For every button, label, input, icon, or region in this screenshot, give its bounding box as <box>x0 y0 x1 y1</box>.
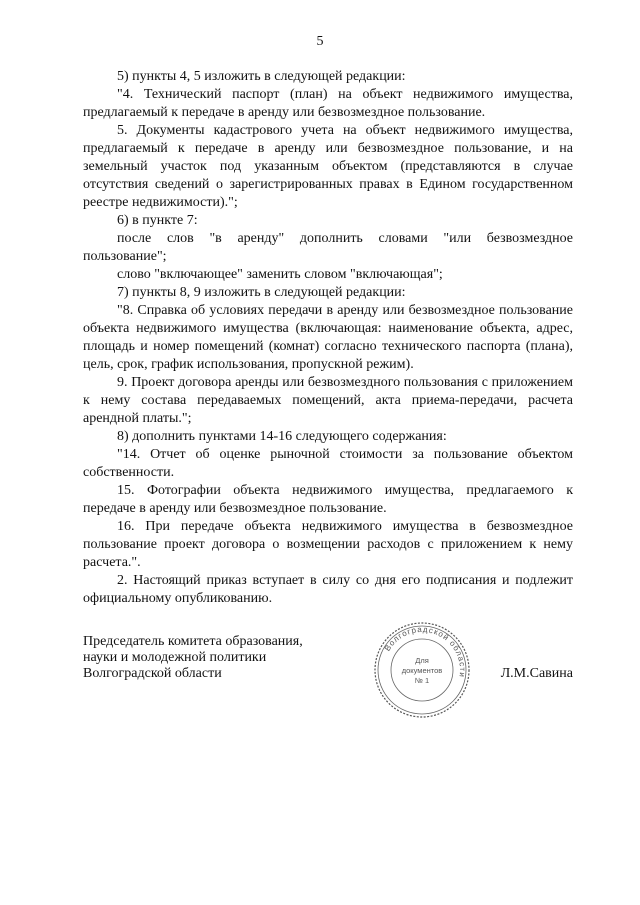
signatory-name: Л.М.Савина <box>500 666 573 681</box>
signature-block <box>83 624 573 734</box>
paragraph-item-6: 6) в пункте 7: <box>117 213 198 228</box>
paragraph-valuation-report: "14. Отчет об оценке рыночной стоимости за пользование объектом собственности. <box>83 447 573 480</box>
signatory-position-line: науки и молодежной политики <box>83 650 267 665</box>
signatory-position <box>83 634 343 682</box>
paragraph-photos: 15. Фотографии объекта недвижимого имущества, предлагаемого к передаче в аренду или безвозмездное пользование. <box>83 483 573 516</box>
signatory-position-line: Волгоградской области <box>83 666 222 681</box>
paragraph-item-5: 5) пункты 4, 5 изложить в следующей редакции: <box>117 69 406 84</box>
stamp-center-line: Для <box>415 656 429 665</box>
stamp-center-line: документов <box>401 666 443 675</box>
stamp-center-line: № 1 <box>414 676 430 685</box>
stamp-seal-icon <box>372 620 472 720</box>
document-body <box>83 68 573 608</box>
signatory-position-line: Председатель комитета образования, <box>83 634 303 649</box>
paragraph-tech-passport: "4. Технический паспорт (план) на объект недвижимого имущества, предлагаемый к передаче в аренду или безвозмездное пользование. <box>83 87 573 120</box>
paragraph-draft-contract: 9. Проект договора аренды или безвозмездного пользования с приложением к нему состава передаваемых помещений, акта приема-передачи, расчета арендной платы."; <box>83 375 573 426</box>
paragraph-add-words: после слов "в аренду" дополнить словами "или безвозмездное пользование"; <box>83 231 573 264</box>
paragraph-item-8: 8) дополнить пунктами 14-16 следующего содержания: <box>117 429 447 444</box>
page-number: 5 <box>316 34 324 49</box>
paragraph-certificate: "8. Справка об условиях передачи в аренду или безвозмездное пользование объекта недвижимого имущества (включающая: наименование объекта, адрес, площадь и номер помещений (комнат) согласно технического паспорта (плана), цель, срок, график использования, пропускной режим). <box>83 303 573 372</box>
paragraph-replace-word: слово "включающее" заменить словом "включающая"; <box>117 267 443 282</box>
paragraph-free-use: 16. При передаче объекта недвижимого имущества в безвозмездное пользование проект договора о возмещении расходов с приложением к нему расчета.". <box>83 519 573 570</box>
official-stamp <box>372 620 472 720</box>
paragraph-cadastral-docs: 5. Документы кадастрового учета на объект недвижимого имущества, предлагаемый к передаче в аренду или безвозмездное пользование, и на земельный участок под указанным объектом (представляются в случае отсутствия сведений о зарегистрированных правах в Едином государственном реестре недвижимости)."; <box>83 123 573 210</box>
paragraph-effective-date: 2. Настоящий приказ вступает в силу со дня его подписания и подлежит официальному опубликованию. <box>83 573 573 606</box>
stamp-ring-text: Волгоградской области <box>382 624 468 679</box>
paragraph-item-7: 7) пункты 8, 9 изложить в следующей редакции: <box>117 285 406 300</box>
